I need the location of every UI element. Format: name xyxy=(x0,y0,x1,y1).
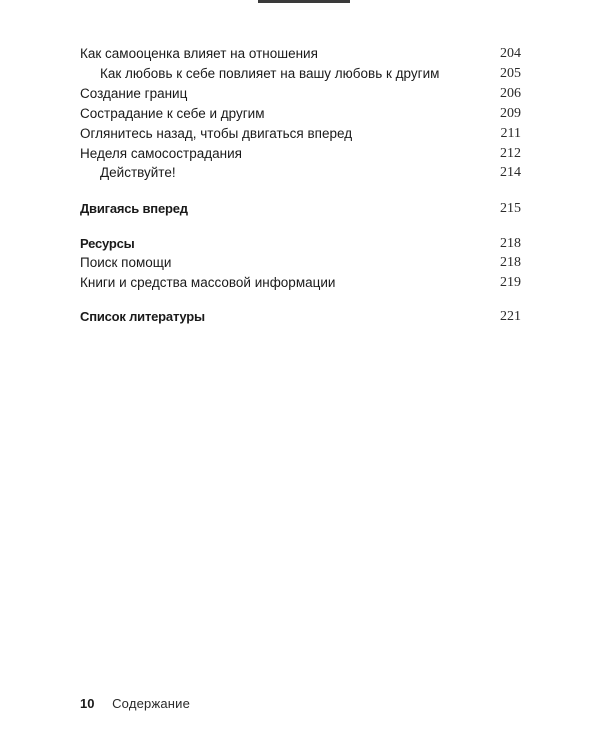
toc-entry-page: 219 xyxy=(500,275,521,290)
toc-section-heading[interactable] xyxy=(0,199,600,219)
toc-entry[interactable] xyxy=(0,104,600,124)
toc-entry-page: 215 xyxy=(500,201,521,216)
toc-section-heading[interactable] xyxy=(0,234,600,254)
toc-entry-page: 209 xyxy=(500,106,521,121)
toc-entry-title: Список литературы xyxy=(80,309,205,324)
toc-entry-title: Как любовь к себе повлияет на вашу любовь к другим xyxy=(100,66,440,81)
toc-entry[interactable] xyxy=(0,273,600,293)
toc-entry-title: Действуйте! xyxy=(100,165,176,180)
toc-entry-page: 212 xyxy=(500,146,521,161)
toc-entry-page: 214 xyxy=(500,165,521,180)
toc-entry-title: Создание границ xyxy=(80,86,188,101)
toc-entry-page: 206 xyxy=(500,86,521,101)
page-edge-mark xyxy=(258,0,350,3)
toc-entry-page: 211 xyxy=(500,126,521,141)
toc-entry-title: Поиск помощи xyxy=(80,255,172,270)
toc-entry[interactable] xyxy=(0,44,600,64)
toc-entry-page: 205 xyxy=(500,66,521,81)
toc-entry-title: Книги и средства массовой информации xyxy=(80,275,336,290)
toc-entry[interactable] xyxy=(0,64,600,84)
toc-entry-page: 204 xyxy=(500,46,521,61)
toc-section-heading[interactable] xyxy=(0,307,600,327)
toc-entry[interactable] xyxy=(0,84,600,104)
toc-entry-page: 218 xyxy=(500,236,521,251)
toc-entry[interactable] xyxy=(0,144,600,164)
toc-entry-page: 218 xyxy=(500,255,521,270)
toc-entry-title: Двигаясь вперед xyxy=(80,201,188,216)
toc-entry[interactable] xyxy=(0,163,600,183)
toc-entry-title: Как самооценка влияет на отношения xyxy=(80,46,318,61)
toc-entry-title: Ресурсы xyxy=(80,236,135,251)
page-footer xyxy=(80,694,190,714)
toc-entry-title: Сострадание к себе и другим xyxy=(80,106,265,121)
toc-entry[interactable] xyxy=(0,253,600,273)
footer-page-number: 10 xyxy=(80,696,95,711)
footer-section-title: Содержание xyxy=(112,696,191,711)
toc-entry-title: Оглянитесь назад, чтобы двигаться вперед xyxy=(80,126,353,141)
toc-entry-page: 221 xyxy=(500,309,521,324)
toc-entry[interactable] xyxy=(0,124,600,144)
toc-entry-title: Неделя самосострадания xyxy=(80,146,242,161)
